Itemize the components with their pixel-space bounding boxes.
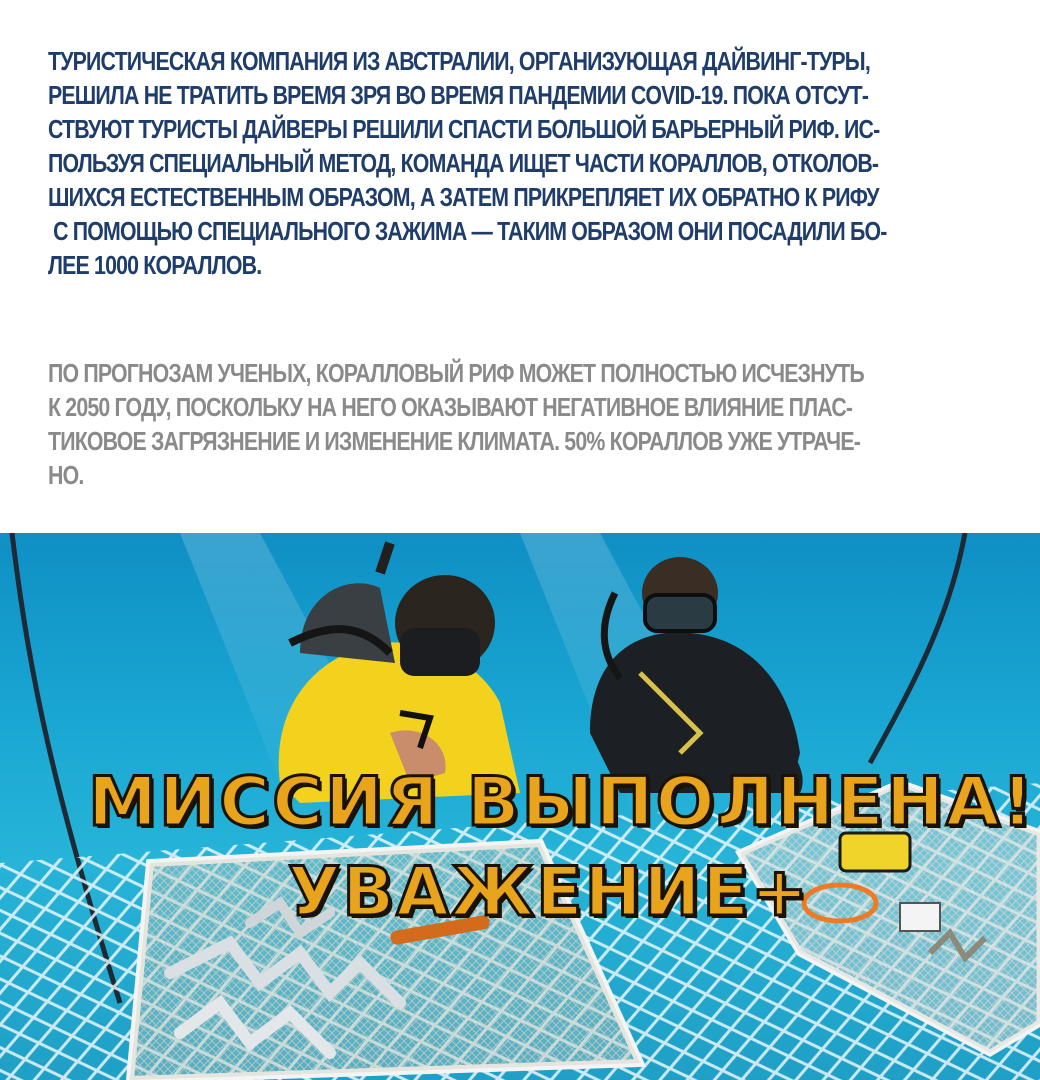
paragraph-1-line: ШИХСЯ ЕСТЕСТВЕННЫМ ОБРАЗОМ, А ЗАТЕМ ПРИКРЕПЛЯЕТ ИХ ОБРАТНО К РИФУ (48, 182, 879, 212)
paragraph-1-line: СТВУЮТ ТУРИСТЫ ДАЙВЕРЫ РЕШИЛИ СПАСТИ БОЛЬШОЙ БАРЬЕРНЫЙ РИФ. ИС- (48, 114, 880, 144)
underwater-photo (0, 533, 1040, 1080)
paragraph-2-line: К 2050 ГОДУ, ПОСКОЛЬКУ НА НЕГО ОКАЗЫВАЮТ НЕГАТИВНОЕ ВЛИЯНИЕ ПЛАС- (48, 392, 853, 422)
paragraph-1-line: ЛЕЕ 1000 КОРАЛЛОВ. (48, 250, 262, 280)
paragraph-2-line: НО. (48, 460, 84, 490)
respect-plus-caption: УВАЖЕНИЕ+ (288, 853, 810, 932)
article-paragraph-1 (48, 44, 998, 282)
mission-complete-caption: МИССИЯ ВЫПОЛНЕНА! (88, 763, 1036, 842)
paragraph-2-line: ПО ПРОГНОЗАМ УЧЕНЫХ, КОРАЛЛОВЫЙ РИФ МОЖЕТ ПОЛНОСТЬЮ ИСЧЕЗНУТЬ (48, 358, 864, 388)
paragraph-1-line: С ПОМОЩЬЮ СПЕЦИАЛЬНОГО ЗАЖИМА — ТАКИМ ОБРАЗОМ ОНИ ПОСАДИЛИ БО- (48, 216, 887, 246)
cable (870, 533, 965, 763)
paragraph-2-line: ТИКОВОЕ ЗАГРЯЗНЕНИЕ И ИЗМЕНЕНИЕ КЛИМАТА. 50% КОРАЛЛОВ УЖЕ УТРАЧЕ- (48, 426, 861, 456)
paragraph-1-line: ПОЛЬЗУЯ СПЕЦИАЛЬНЫЙ МЕТОД, КОМАНДА ИЩЕТ ЧАСТИ КОРАЛЛОВ, ОТКОЛОВ- (48, 148, 879, 178)
paragraph-1-line: ТУРИСТИЧЕСКАЯ КОМПАНИЯ ИЗ АВСТРАЛИИ, ОРГАНИЗУЮЩАЯ ДАЙВИНГ-ТУРЫ, (48, 46, 870, 76)
article-paragraph-2 (48, 356, 998, 492)
paragraph-1-line: РЕШИЛА НЕ ТРАТИТЬ ВРЕМЯ ЗРЯ ВО ВРЕМЯ ПАНДЕМИИ COVID-19. ПОКА ОТСУТ- (48, 80, 869, 110)
